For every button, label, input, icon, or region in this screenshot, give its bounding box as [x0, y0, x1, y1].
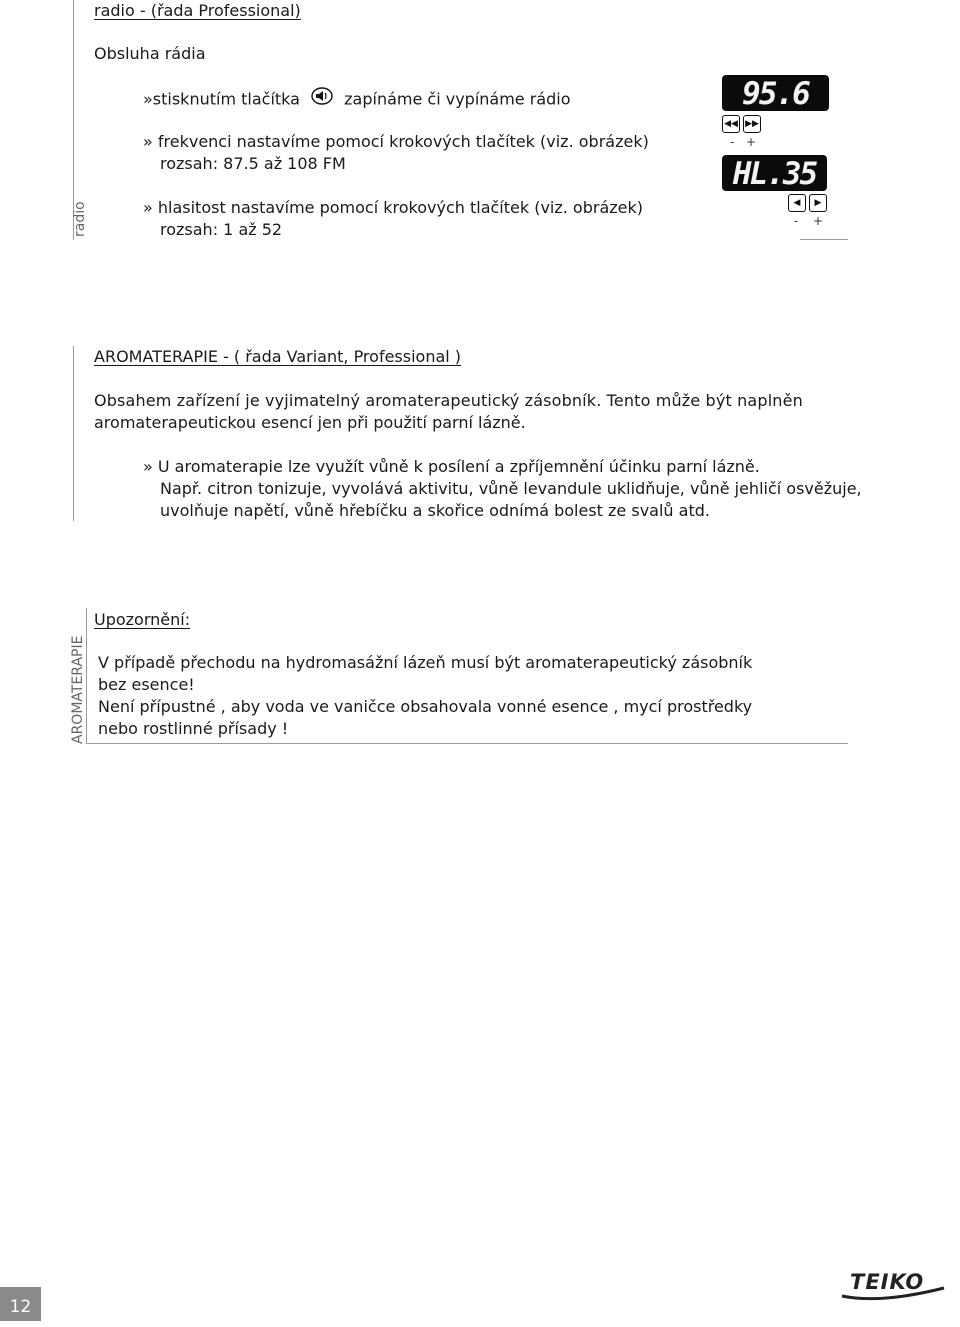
- fast-forward-button: [743, 115, 761, 133]
- rewind-button: [722, 115, 740, 133]
- arrow-left-icon: ◀: [793, 198, 801, 208]
- volume-minus-label: -: [794, 214, 799, 228]
- frequency-display: 95.6: [722, 75, 829, 111]
- frequency-plus-label: +: [746, 135, 757, 149]
- fast-forward-icon: ▶▶: [745, 119, 759, 129]
- radio-heading: radio - (řada Professional): [94, 1, 301, 20]
- warning-line-2: bez esence!: [98, 675, 195, 694]
- volume-up-button: [809, 194, 827, 212]
- warning-section-rule: [86, 608, 87, 744]
- warning-line-4: nebo rostlinné přísady !: [98, 719, 289, 738]
- teiko-logo: [850, 1270, 924, 1294]
- aroma-paragraph-line-2: aromaterapeutickou esencí jen při použití parní lázně.: [94, 413, 526, 432]
- page-number: 12: [0, 1287, 41, 1321]
- radio-bullet-3-line-1: » hlasitost nastavíme pomocí krokových tlačítek (viz. obrázek): [143, 198, 644, 217]
- radio-bullet-1-pre: »stisknutím tlačítka: [143, 89, 300, 109]
- speaker-icon: [311, 87, 333, 111]
- warning-line-1: V případě přechodu na hydromasážní lázeň musí být aromaterapeutický zásobník: [98, 653, 753, 672]
- aroma-bullet-line-1: » U aromaterapie lze využít vůně k posílení a zpříjemnění účinku parní lázně.: [143, 457, 760, 476]
- warning-bottom-rule: [86, 743, 848, 744]
- aroma-section-rule: [73, 346, 74, 521]
- radio-side-label: radio: [72, 201, 88, 237]
- frequency-minus-label: -: [730, 135, 735, 149]
- radio-bullet-3-line-2: rozsah: 1 až 52: [160, 220, 283, 239]
- rewind-icon: ◀◀: [724, 119, 738, 129]
- warning-heading: Upozornění:: [94, 610, 191, 629]
- radio-bullet-2-line-1: » frekvenci nastavíme pomocí krokových tlačítek (viz. obrázek): [143, 132, 649, 151]
- volume-down-button: [788, 194, 806, 212]
- aroma-heading: AROMATERAPIE - ( řada Variant, Professional ): [94, 347, 462, 366]
- aroma-paragraph-line-1: Obsahem zařízení je vyjimatelný aromaterapeutický zásobník. Tento může být naplněn: [94, 391, 803, 410]
- logo-text: TEIKO: [850, 1270, 925, 1294]
- volume-plus-label: +: [813, 214, 824, 228]
- warning-line-3: Není přípustné , aby voda ve vaničce obsahovala vonné esence , mycí prostředky: [98, 697, 753, 716]
- radio-section-bottom-rule: [800, 239, 848, 240]
- arrow-right-icon: ▶: [814, 198, 822, 208]
- radio-subheading: Obsluha rádia: [94, 44, 206, 63]
- warning-side-label: AROMATERAPIE: [70, 635, 86, 744]
- aroma-bullet-line-3: uvolňuje napětí, vůně hřebíčku a skořice odnímá bolest ze svalů atd.: [160, 501, 710, 520]
- radio-bullet-2-line-2: rozsah: 87.5 až 108 FM: [160, 154, 346, 173]
- volume-display: HL.35: [722, 155, 827, 191]
- radio-bullet-1-post: zapínáme či vypínáme rádio: [344, 89, 571, 109]
- radio-bullet-1: [143, 87, 571, 113]
- aroma-bullet-line-2: Např. citron tonizuje, vyvolává aktivitu, vůně levandule uklidňuje, vůně jehličí osvěžuje,: [160, 479, 862, 498]
